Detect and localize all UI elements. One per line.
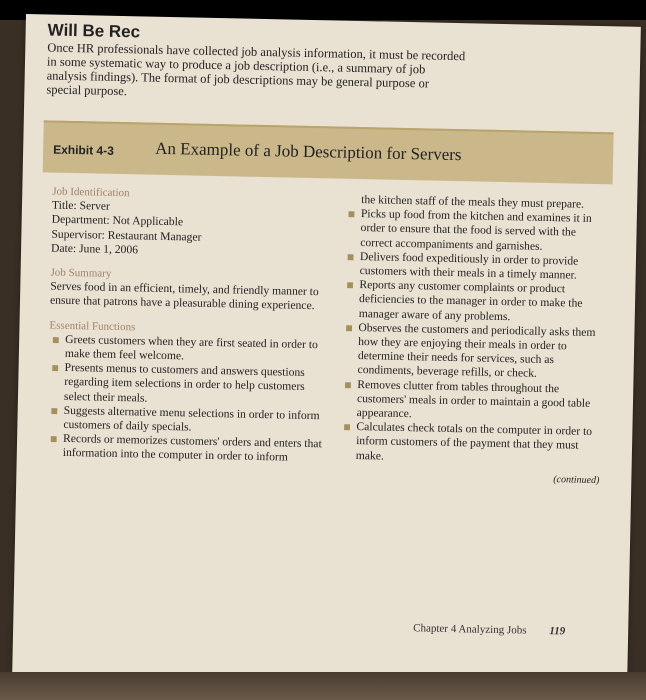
job-summary xyxy=(50,266,336,315)
list-item: ■ Presents menus to customers and answers questions regarding item selections in order to help customers select their meals. xyxy=(51,360,305,405)
list-item: ■ Suggests alternative menu selections in order to inform customers of daily specials. xyxy=(50,403,320,434)
page-footer xyxy=(413,622,565,637)
continued-text: the kitchen staff of the meals they must prepare. xyxy=(361,193,585,211)
bullet-icon: ■ xyxy=(344,377,352,392)
bullet-icon: ■ xyxy=(52,332,60,347)
bullet-icon: ■ xyxy=(346,277,354,293)
job-identification-heading: Job Identification xyxy=(52,185,130,200)
essential-functions xyxy=(47,318,335,466)
list-item: ■ Calculates check totals on the computer in order to inform customers of the payment that they must make. xyxy=(343,419,593,463)
essential-functions-heading: Essential Functions xyxy=(49,319,136,333)
background-surface xyxy=(0,672,646,700)
list-item: ■ Observes the customers and periodically asks them how they are enjoying their meals in order to determine their needs for services, such as condiments, beverage refills, or check. xyxy=(345,320,596,381)
job-title: Title: Server xyxy=(51,198,110,214)
job-supervisor: Supervisor: Restaurant Manager xyxy=(51,227,202,244)
job-date: Date: June 1, 2006 xyxy=(50,241,139,257)
essential-functions-list xyxy=(47,332,335,466)
exhibit-title: An Example of a Job Description for Servers xyxy=(155,138,462,165)
bullet-icon: ■ xyxy=(343,419,351,435)
list-item: ■ Records or memorizes customers' orders and enters that information into the computer in order to inform xyxy=(49,431,322,465)
list-item: ■ Greets customers when they are first seated in order to make them feel welcome. xyxy=(52,332,319,363)
bullet-icon: ■ xyxy=(51,360,59,375)
chapter-label: Chapter 4 Analyzing Jobs xyxy=(413,622,527,637)
list-item: ■ Reports any customer complaints or product deficiencies to the manager in order to make the manager aware of any problems. xyxy=(346,277,583,323)
list-item: ■ Delivers food expeditiously in order to provide customers with their meals in a timely manner. xyxy=(346,249,579,282)
job-summary-heading: Job Summary xyxy=(50,266,112,280)
list-item: ■ Removes clutter from tables throughout the customers' meals in order to maintain a good table appearance. xyxy=(344,377,591,421)
exhibit-label: Exhibit 4-3 xyxy=(53,142,114,158)
bullet-icon: ■ xyxy=(345,320,353,335)
essential-functions-list-continued xyxy=(340,207,605,468)
bullet-icon: ■ xyxy=(347,206,356,222)
list-item: ■ Picks up food from the kitchen and examines it in order to ensure that the food is served with the correct accompaniments and garnishes. xyxy=(347,206,592,253)
page-number: 119 xyxy=(549,625,566,638)
left-column xyxy=(47,185,338,467)
section-heading-fragment: Will Be Rec xyxy=(47,20,141,42)
book-page xyxy=(12,14,641,687)
right-column xyxy=(339,193,605,488)
continued-label: (continued) xyxy=(553,474,600,486)
job-summary-text: Serves food in an efficient, timely, and friendly manner to ensure that patrons have a pleasurable dining experience. xyxy=(49,279,319,313)
job-department: Department: Not Applicable xyxy=(51,212,184,229)
bullet-icon: ■ xyxy=(346,249,355,264)
exhibit-header xyxy=(43,120,614,184)
bullet-icon: ■ xyxy=(49,431,58,446)
job-identification xyxy=(51,185,337,262)
intro-paragraph: Once HR professionals have collected job analysis information, it must be recorded in some systematic way to produce a job description (i.e., a summary of job analysis findings). The format of job descriptions may be general purpose or special purpose. xyxy=(46,40,466,99)
bullet-icon: ■ xyxy=(50,403,59,418)
